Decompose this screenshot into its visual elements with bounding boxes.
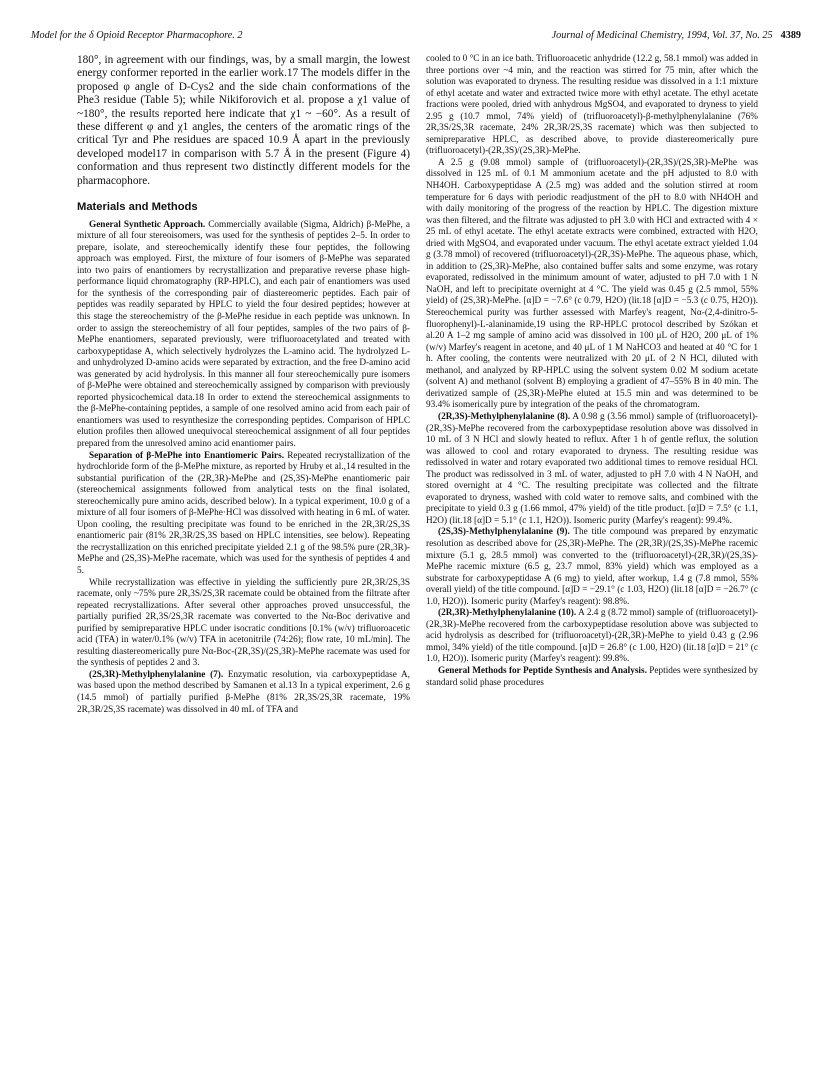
paragraph-body: Peptides were synthesized by standard solid phase procedures bbox=[426, 665, 758, 688]
header-title: Model for the δ Opioid Receptor Pharmacophore. 2 bbox=[31, 30, 243, 41]
paragraph bbox=[426, 527, 758, 608]
paragraph: A 2.5 g (9.08 mmol) sample of (trifluoroacetyl)-(2R,3S)/(2S,3R)-MePhe was dissolved in 125 mL of 0.1 M ammonium acetate and the pH adjusted to 8.0 with NH4OH. Carboxypeptidase A (2.5 mg) was added and the solution stirred at room temperature for 6 days with periodic readjustment of the pH to 8.0 with NH4OH and with daily monitoring of the progress of the reaction by HPLC. The digestion mixture was then filtered, and the filtrate was adjusted to pH 3.0 with HCl and extracted with 4 × 25 mL of ethyl acetate. The ethyl acetate extracts were combined, extracted with H2O, dried with MgSO4, and evaporated under vacuum. The ethyl acetate extract yielded 1.04 g (3.78 mmol) of recovered (trifluoroacetyl)-(2R,3S)-MePhe. The aqueous phase, which, in addition to (2S,3R)-MePhe, also contained buffer salts and some enzyme, was rotary evaporated, redissolved in the minimum amount of water, adjusted to pH 7.0 with 1 N NaOH, and left to precipitate overnight at 4 °C. The yield was 0.45 g (2.5 mmol, 55% yield) of (2S,3R)-MePhe. [α]D = −7.6° (c 0.79, H2O) (lit.18 [α]D = −5.3 (c 0.75, H2O)). Stereochemical purity was further assessed with Marfey's reagent, Nα-(2,4-dinitro-5-fluorophenyl)-L-alaninamide,19 using the RP-HPLC protocol described by Szókan et al.20 A 1–2 mg sample of amino acid was dissolved in 100 μL of H2O, 200 μL of 1% (w/v) Marfey's reagent in acetone, and 40 μL of 1 M NaHCO3 and heated at 40 °C for 1 h. After cooling, the contents were neutralized with 20 μL of 2 N HCl, diluted with methanol, and analyzed by RP-HPLC using the solvent system 0.02 M sodium acetate (solvent A) and methanol (solvent B) employing a gradient of 47–55% B in 40 min. The derivatized sample of (2S,3R)-MePhe eluted at 15.5 min and was determined to be 93.4% isomerically pure by integration of the peaks of the chromatogram. bbox=[426, 157, 758, 411]
paragraph bbox=[426, 666, 758, 689]
paragraph-heading: Separation of β-MePhe into Enantiomeric Pairs. bbox=[89, 450, 285, 461]
paragraph-heading: (2S,3R)-Methylphenylalanine (7). bbox=[89, 669, 224, 680]
header-journal bbox=[552, 30, 801, 41]
paragraph bbox=[426, 412, 758, 527]
left-column bbox=[77, 54, 410, 716]
paragraph: While recrystallization was effective in yielding the sufficiently pure 2R,3R/2S,3S racemate, only ~75% pure 2R,3S/2S,3R racemate could be obtained from the filtrate after repeated recrystallizations. After several other approaches proved unsuccessful, the partially purified 2R,3S/2S,3R racemate was converted to the Nα-Boc derivative and purified by semipreparative HPLC under isocratic conditions [0.1% (w/v) trifluoroacetic acid (TFA) in water/0.1% (w/v) TFA in acetonitrile (74:26); flow rate, 10 mL/min]. The resulting diastereomerically pure Nα-Boc-(2R,3S)/(2S,3R)-MePhe racemate was used for the synthesis of peptides 2 and 3. bbox=[77, 577, 410, 669]
paragraph bbox=[426, 608, 758, 666]
section-title: Materials and Methods bbox=[77, 201, 198, 214]
paragraph-body: A 0.98 g (3.56 mmol) sample of (trifluoroacetyl)-(2R,3S)-MePhe recovered from the carboxypeptidase resolution above was dissolved in 10 mL of 3 N HCl and slowly heated to reflux. After 1 h of gentle reflux, the solution was allowed to cool and rotary evaporated to dryness. The resulting residue was redissolved in water and rotary evaporated two additional times to remove residual HCl. The product was redissolved in 3 mL of water, adjusted to pH 7.0 with 4 N NaOH, and stored overnight at 4 °C. The resulting precipitate was collected and the filtrate evaporated to dryness, washed with cold water to remove salts, and combined with the precipitate to yield 0.3 g (1.66 mmol, 47% yield) of the title product. [α]D = 7.5° (c 1.1, H2O) (lit.18 [α]D = 5.1° (c 1.1, H2O)). Isomeric purity (Marfey's reagent): 99.4%. bbox=[426, 411, 758, 526]
paragraph-body: Enzymatic resolution, via carboxypeptidase A, was based upon the method described by Samanen et al.13 In a typical experiment, 2.6 g (14.5 mmol) of partially purified β-MePhe (81% 2R,3S/2S,3R racemate, 19% 2R,3R/2S,3S racemate) was dissolved in 40 mL of TFA and bbox=[77, 669, 410, 715]
paragraph-body: The title compound was prepared by enzymatic resolution as described above for (2S,3R)-MePhe. The (2R,3R)/(2S,3S)-MePhe racemic mixture (5.1 g, 28.5 mmol) was converted to the (trifluoroacetyl)-(2R,3R)/(2S,3S)-MePhe racemic mixture (6.5 g, 23.7 mmol, 83% yield) which was employed as a substrate for carboxypeptidase A (6 mg) to yield, after workup, 1.4 g (7.8 mmol, 55% overall yield) of the title compound. [α]D = −29.1° (c 1.03, H2O) (lit.18 [α]D = −26.7° (c 1.0, H2O)). Isomeric purity (Marfey's reagent): 98.8%. bbox=[426, 527, 758, 607]
intro-paragraph: 180°, in agreement with our findings, was, by a small margin, the lowest energy conformer reported in the earlier work.17 The models differ in the proposed φ angle of D-Cys2 and the side chain conformations of the Phe3 residue (Table 5); while Nikiforovich et al. propose a χ1 value of ~180°, the results reported here indicate that χ1 ~ −60°. As a result of these different φ and χ1 angles, the centers of the aromatic rings of the critical Tyr and Phe residues are spaced 10.9 Å apart in the previously developed model17 in comparison with 5.7 Å in the present (Figure 4) conformation and thus represent two distinctly different models for the pharmacophore. bbox=[77, 54, 410, 187]
paragraph bbox=[77, 220, 410, 451]
paragraph-heading: (2R,3R)-Methylphenylalanine (10). bbox=[438, 608, 577, 619]
paragraph bbox=[77, 670, 410, 716]
paragraph-heading: General Methods for Peptide Synthesis and Analysis. bbox=[438, 665, 647, 676]
paragraph-body: Repeated recrystallization of the hydrochloride form of the β-MePhe mixture, as reported by Hruby et al.,14 resulted in the substantial purification of the (2R,3R)-MePhe and (2S,3S)-MePhe enantiomeric pair (stereochemical assignments followed from analytical tests on the final isolated, stereochemically pure amino acids, described below). In a typical experiment, 10.0 g of a mixture of all four isomers of β-MePhe·HCl was dissolved with heating in 6 mL of water. Upon cooling, the resulting precipitate was found to be enriched in the 2R,3R/2S,3S enantiomeric pair (81% 2R,3R/2S,3S based on HPLC intensities, see below). Repeating the recrystallization on this enriched precipitate yielded 2.1 g of the 98.5% pure (2R,3R)-MePhe and (2S,3S)-MePhe racemate, which was used for the synthesis of peptides 4 and 5. bbox=[77, 450, 410, 577]
paragraph: cooled to 0 °C in an ice bath. Trifluoroacetic anhydride (12.2 g, 58.1 mmol) was added in three portions over ~4 min, and the reaction was stirred for 75 min, after which the solution was evaporated to dryness. The resulting residue was dissolved in a 1:1 mixture of ethyl acetate and water and extracted twice more with ethyl acetate. The ethyl acetate fractions were pooled, dried with anhydrous MgSO4, and evaporated to dryness to yield 2.95 g (10.7 mmol, 74% yield) of (trifluoroacetyl)-β-methylphenylalanine (76% 2R,3S/2S,3R racemate, 24% 2R,3R/2S,3S racemate) which was then subjected to semipreparative HPLC, as described above, to provide diastereomerically pure (trifluoroacetyl)-(2R,3S)/(2S,3R)-MePhe. bbox=[426, 54, 758, 157]
right-column bbox=[426, 54, 758, 689]
paragraph-heading: (2S,3S)-Methylphenylalanine (9). bbox=[438, 527, 570, 538]
paragraph-body: A 2.4 g (8.72 mmol) sample of (trifluoroacetyl)-(2R,3R)-MePhe recovered from the carboxypeptidase resolution above was subjected to acid hydrolysis as described for (trifluoroacetyl)-(2R,3R)-MePhe to yield 0.43 g (2.96 mmol, 34% yield) of the title compound. [α]D = 26.8° (c 1.00, H2O) (lit.18 [α]D = 21° (c 1.0, H2O)). Isomeric purity (Marfey's reagent): 99.8%. bbox=[426, 608, 758, 665]
running-header bbox=[31, 30, 801, 44]
paragraph-heading: (2R,3S)-Methylphenylalanine (8). bbox=[438, 411, 571, 422]
page-number: 4389 bbox=[780, 30, 801, 41]
header-journal-name: Journal of Medicinal Chemistry, 1994, Vol. 37, No. 25 bbox=[551, 30, 773, 41]
paragraph-body: Commercially available (Sigma, Aldrich) β-MePhe, a mixture of all four stereoisomers, was used for the synthesis of peptides 2–5. In order to prepare, isolate, and stereochemically identify these four peptides, the following approach was employed. First, the mixture of four isomers of β-MePhe was separated into two pairs of enantiomers by recrystallization and preparative reverse phase high-performance liquid chromatography (RP-HPLC), and each pair of enantiomers was used for the synthesis of the corresponding pair of diastereomeric peptides. Each pair of peptides was readily separated by HPLC to yield the four desired peptides; however at this stage the stereochemistry of the β-MePhe residue in each peptide was unknown. In order to assign the stereochemistry of all four peptides, samples of the two pairs of β-MePhe enantiomers, separated previously, were trifluoroacetylated and treated with carboxypeptidase A, which selectively hydrolyzes the L-amino acid. The hydrolyzed L- and unhydrolyzed D-amino acids were separated by extraction, and the free D-amino acid was generated by acid hydrolysis. In this manner all four stereochemically pure isomers of β-MePhe were obtained and stereochemically assigned by comparison with previously reported physicochemical data.18 In order to extend the stereochemical assignments to the β-MePhe-containing peptides, a sample of one resolved amino acid from each pair of enantiomers was used to resynthesize the corresponding peptides. Comparison of HPLC elution profiles then allowed unequivocal stereochemical assignment of all four peptides prepared from the unresolved amino acid enantiomer pairs. bbox=[77, 219, 410, 449]
paragraph-heading: General Synthetic Approach. bbox=[89, 219, 206, 230]
paragraph bbox=[77, 451, 410, 578]
